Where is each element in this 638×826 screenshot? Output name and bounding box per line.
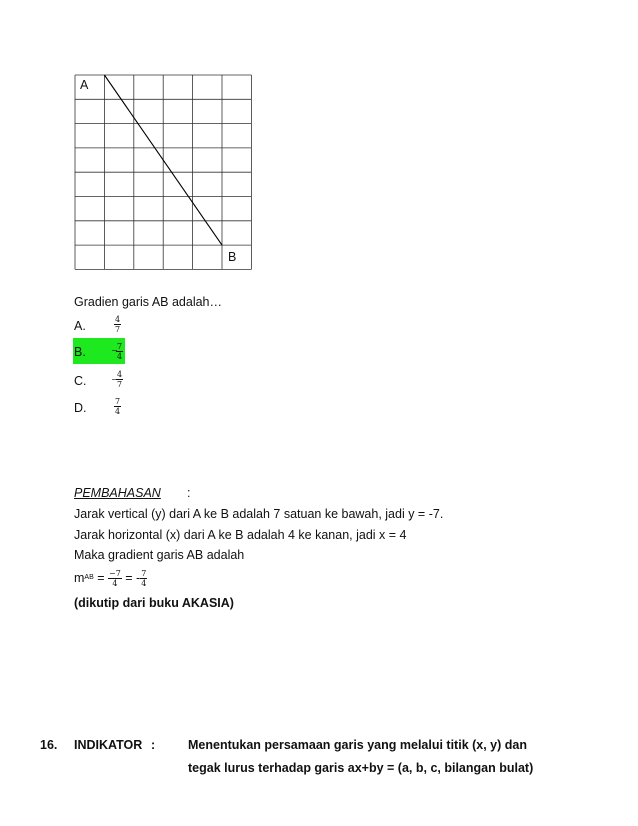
gradient-formula [74, 563, 147, 593]
formula-equals-2: = - [121, 571, 141, 585]
item-number: 16. [40, 738, 58, 752]
formula-fraction-1: $\frac{-7}{4}$ [109, 568, 121, 588]
solution-line-1: Jarak vertical (y) dari A ke B adalah 7 satuan ke bawah, jadi y = -7. [74, 507, 444, 521]
point-a-label: A [80, 78, 89, 92]
formula-subscript: AB [84, 574, 94, 581]
solution-line-3: Maka gradient garis AB adalah [74, 548, 245, 562]
solution-line-2: Jarak horizontal (x) dari A ke B adalah 4 ke kanan, jadi x = 4 [74, 528, 407, 542]
formula-fraction-2: $\frac{7}{4}$ [141, 568, 147, 588]
grid-lines [75, 75, 251, 269]
option-sign: − [111, 375, 118, 384]
solution-heading-text: PEMBAHASAN [74, 486, 161, 500]
coordinate-grid-figure [0, 0, 638, 300]
indicator-colon: : [151, 738, 156, 752]
solution-heading [74, 485, 161, 501]
option-c[interactable] [73, 367, 125, 391]
question-prompt: Gradien garis AB adalah… [74, 295, 223, 309]
option-b-selected[interactable] [73, 338, 125, 364]
indicator-label: INDIKATOR [74, 738, 143, 752]
solution-source: (dikutip dari buku AKASIA) [74, 596, 234, 610]
indicator-text-line-2: tegak lurus terhadap garis ax+by = (a, b, c, bilangan bulat) [188, 761, 534, 775]
point-b-label: B [228, 250, 237, 264]
solution-heading-colon: : [187, 486, 191, 500]
option-letter: A. [74, 319, 86, 333]
formula-m: m [74, 571, 85, 585]
option-sign: − [111, 346, 118, 355]
formula-equals-1: = [93, 571, 109, 585]
option-d[interactable] [73, 394, 125, 418]
option-fraction: $\frac{4}{7}$ [117, 370, 123, 389]
option-fraction: $\frac{7}{4}$ [115, 397, 121, 416]
option-letter: D. [74, 401, 87, 415]
indicator-text-line-1: Menentukan persamaan garis yang melalui titik (x, y) dan [188, 738, 527, 752]
option-fraction: $\frac{7}{4}$ [117, 342, 123, 361]
option-letter: B. [74, 345, 86, 359]
option-a[interactable] [73, 312, 125, 336]
option-letter: C. [74, 374, 87, 388]
option-fraction: $\frac{4}{7}$ [115, 315, 121, 334]
